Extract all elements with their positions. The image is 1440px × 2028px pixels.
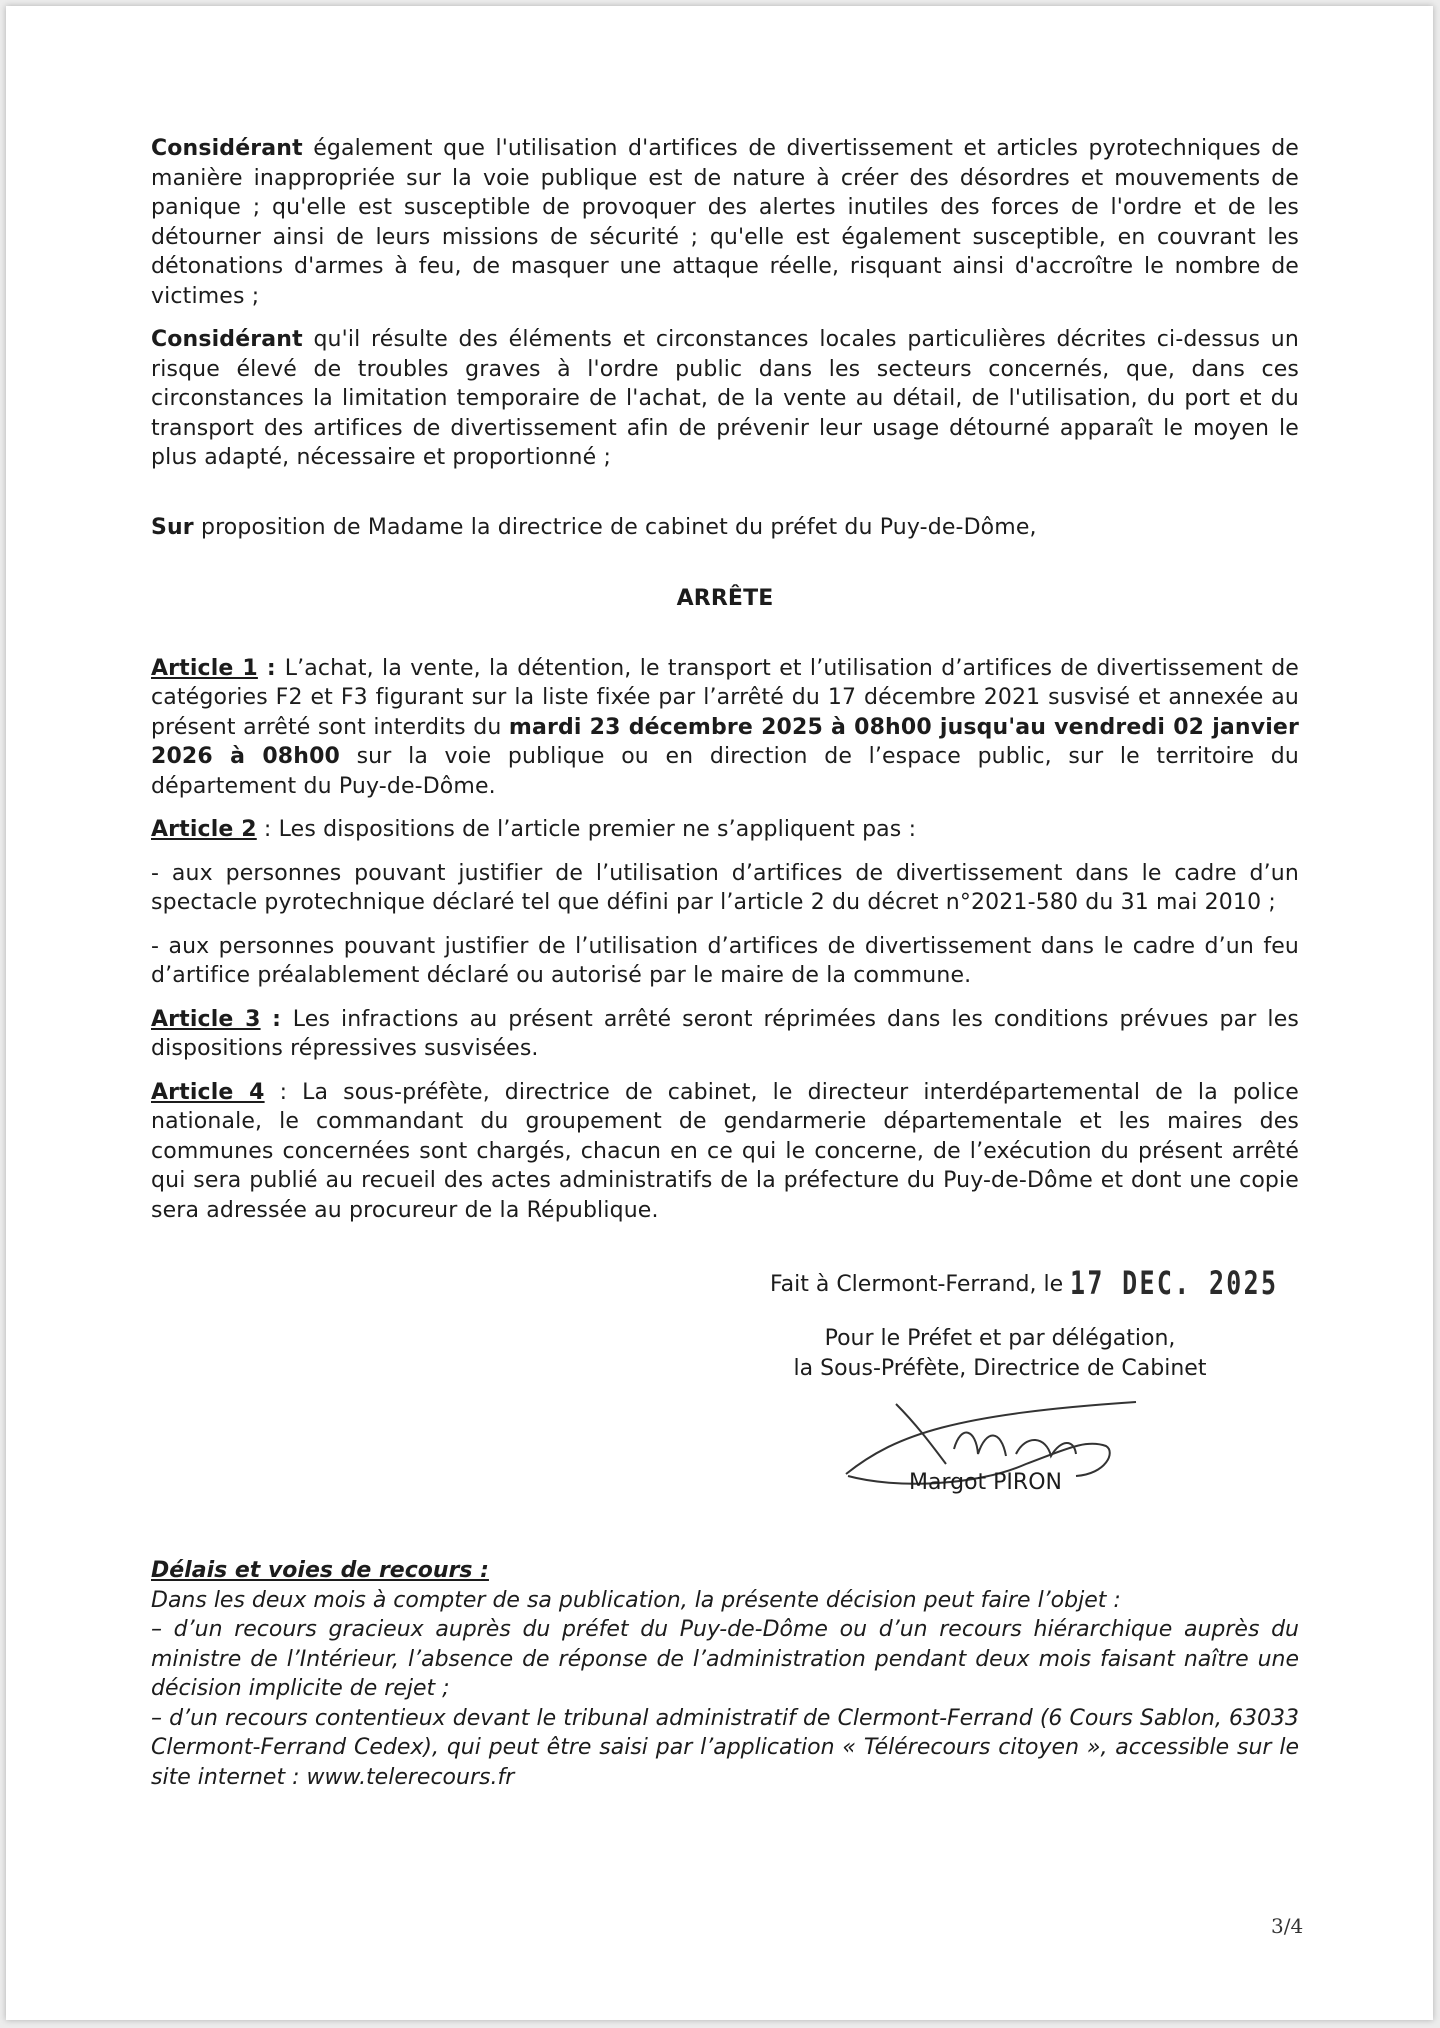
- article-1-dates: mardi 23 décembre 2025 à 08h00 jusqu'au vendredi 02 janvier 2026 à 08h00: [151, 714, 1299, 769]
- article-separator: :: [257, 655, 285, 681]
- article-1-text: L’achat, la vente, la détention, le transport et l’utilisation d’artifices de divertissement de catégories F2 et F3 figurant sur la liste fixée par l’arrêté du 17 décembre 2021 susvisé et annexée au présent arrêté sont interdits du: [151, 655, 1299, 740]
- article-4-text: La sous-préfète, directrice de cabinet, le directeur interdépartemental de la police nationale, le commandant du groupement de gendarmerie départementale et les maires des communes concernées sont chargés, chacun en ce qui le concerne, de l’exécution du présent arrêté qui sera publié au recueil des actes administratifs de la préfecture du Puy-de-Dôme et dont une copie sera adressée au procureur de la République.: [151, 1079, 1299, 1223]
- recours-line-1: Dans les deux mois à compter de sa publication, la présente décision peut faire l’objet :: [151, 1587, 1121, 1613]
- document-page: [6, 6, 1433, 2020]
- document-body: [151, 134, 1299, 1239]
- considerant-text: également que l'utilisation d'artifices de divertissement et articles pyrotechniques de manière inappropriée sur la voie publique est de nature à créer des désordres et mouvements de panique ; qu'elle est susceptible de provoquer des alertes inutiles des forces de l'ordre et de les détourner ainsi de leurs missions de sécurité ; qu'elle est également susceptible, en couvrant les détonations d'armes à feu, de masquer une attaque réelle, risquant ainsi d'accroître le nombre de victimes ;: [151, 136, 1299, 309]
- article-3-label: Article 3: [151, 1006, 261, 1032]
- arrete-title: ARRÊTE: [676, 586, 774, 611]
- article-3-text: Les infractions au présent arrêté seront réprimées dans les conditions prévues par les dispositions répressives susvisées.: [151, 1006, 1299, 1061]
- article-3-paragraph: [151, 1005, 1299, 1064]
- article-2-text: Les dispositions de l’article premier ne s’appliquent pas :: [278, 817, 917, 842]
- recours-line-3: – d’un recours contentieux devant le tribunal administratif de Clermont-Ferrand (6 Cours Sablon, 63033 Clermont-Ferrand Cedex), qui peut être saisi par l’application « Télérecours citoyen », accessible sur le site internet : www.telerecours.fr: [151, 1705, 1299, 1790]
- article-2-item-1: - aux personnes pouvant justifier de l’utilisation d’artifices de divertissement dans le cadre d’un spectacle pyrotechnique déclaré tel que défini par l’article 2 du décret n°2021-580 du 31 mai 2010 ;: [151, 860, 1299, 915]
- article-separator: :: [260, 1006, 293, 1032]
- recours-title: Délais et voies de recours :: [151, 1558, 489, 1583]
- signature-line-2: la Sous-Préfète, Directrice de Cabinet: [793, 1356, 1207, 1381]
- considerant-text: qu'il résulte des éléments et circonstances locales particulières décrites ci-dessus un risque élevé de troubles graves à l'ordre public dans les secteurs concernés, que, dans ces circonstances la limitation temporaire de l'achat, de la vente au détail, de l'utilisation, du port et du transport des artifices de divertissement afin de prévenir leur usage détourné apparaît le moyen le plus adapté, nécessaire et proportionné ;: [151, 327, 1299, 470]
- article-2-label: Article 2: [151, 817, 257, 842]
- considerant-lead: Considérant: [151, 136, 303, 161]
- arrete-heading: [151, 584, 1299, 614]
- signature-line-1: Pour le Préfet et par délégation,: [824, 1326, 1176, 1351]
- article-1-text-end: sur la voie publique ou en direction de l’espace public, sur le territoire du département du Puy-de-Dôme.: [151, 744, 1299, 799]
- article-separator: :: [256, 817, 279, 842]
- signature-place: Fait à Clermont-Ferrand, le: [770, 1272, 1064, 1297]
- article-2-item-2: - aux personnes pouvant justifier de l’utilisation d’artifices de divertissement dans le cadre d’un feu d’artifice préalablement déclaré ou autorisé par le maire de la commune.: [151, 933, 1299, 988]
- considerant-paragraph-2: [151, 325, 1299, 473]
- signature-place-date: [770, 1264, 1337, 1302]
- recours-line-2: – d’un recours gracieux auprès du préfet du Puy-de-Dôme ou d’un recours hiérarchique auprès du ministre de l’Intérieur, l’absence de réponse de l’administration pendant deux mois faisant naître une décision implicite de rejet ;: [151, 1617, 1299, 1701]
- sur-lead: Sur: [151, 514, 194, 540]
- article-2-paragraph: [151, 815, 1299, 845]
- considerant-paragraph-1: [151, 134, 1299, 311]
- sur-text: proposition de Madame la directrice de cabinet du préfet du Puy-de-Dôme,: [193, 514, 1037, 540]
- signature-authority: [770, 1324, 1230, 1384]
- recours-title-line: [151, 1556, 1299, 1586]
- article-separator: :: [264, 1079, 303, 1105]
- sur-proposition-paragraph: [151, 513, 1299, 543]
- date-stamp: 17 DEC. 2025: [1070, 1264, 1279, 1302]
- considerant-lead: Considérant: [151, 327, 303, 352]
- article-1-label: Article 1: [151, 655, 258, 681]
- recours-section: [151, 1556, 1299, 1792]
- article-4-label: Article 4: [151, 1079, 265, 1105]
- signatory-name: Margot PIRON: [909, 1470, 1062, 1495]
- page-number: 3/4: [1271, 1914, 1304, 1938]
- article-1-paragraph: [151, 654, 1299, 802]
- article-4-paragraph: [151, 1078, 1299, 1226]
